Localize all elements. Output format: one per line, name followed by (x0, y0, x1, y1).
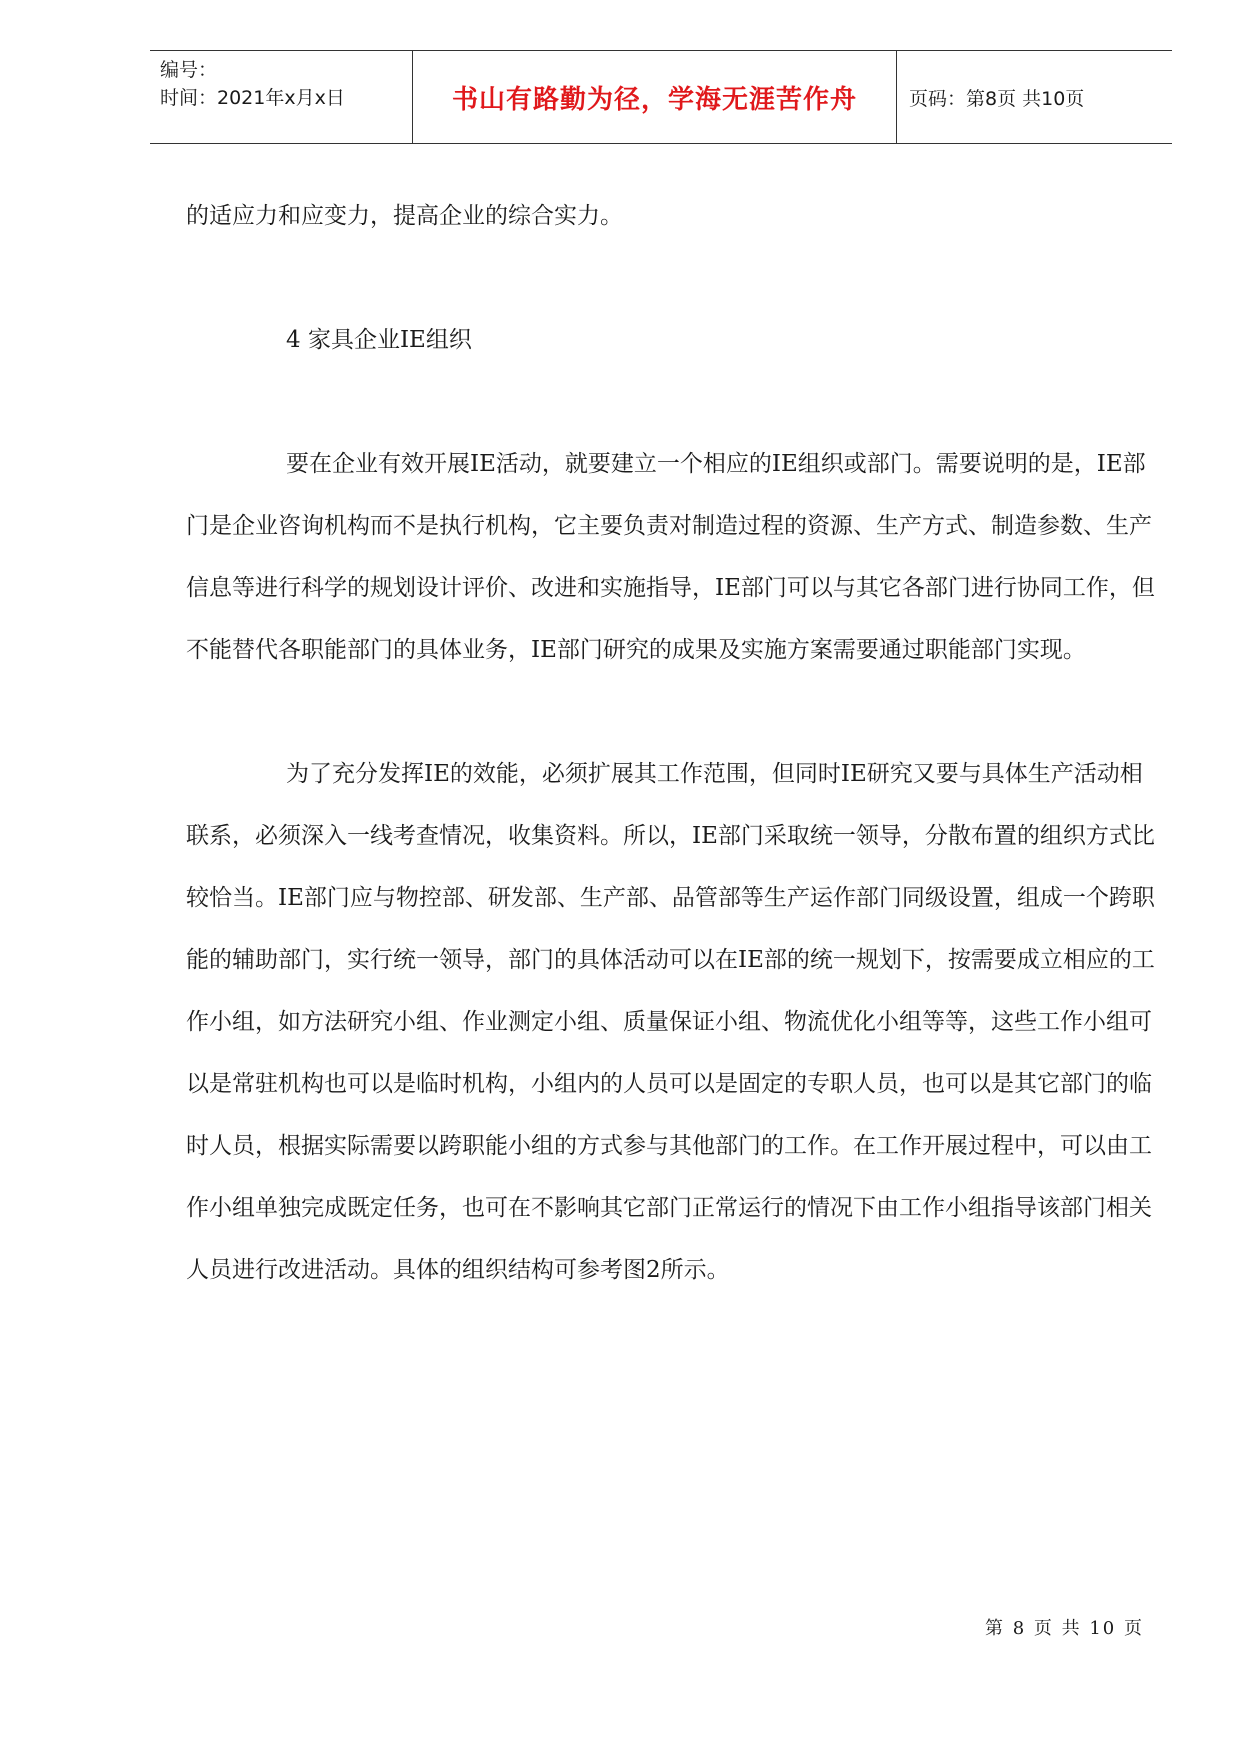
page-footer: 第 8 页 共 10 页 (985, 1618, 1144, 1639)
document-body (186, 185, 1156, 1301)
paragraph: 为了充分发挥IE的效能，必须扩展其工作范围，但同时IE研究又要与具体生产活动相联系，必须深入一线考查情况，收集资料。所以，IE部门采取统一领导，分散布置的组织方式比较恰当。IE部门应与物控部、研发部、生产部、品管部等生产运作部门同级设置，组成一个跨职能的辅助部门，实行统一领导，部门的具体活动可以在IE部的统一规划下，按需要成立相应的工作小组，如方法研究小组、作业测定小组、质量保证小组、物流优化小组等等，这些工作小组可以是常驻机构也可以是临时机构，小组内的人员可以是固定的专职人员，也可以是其它部门的临时人员，根据实际需要以跨职能小组的方式参与其他部门的工作。在工作开展过程中，可以由工作小组单独完成既定任务，也可在不影响其它部门正常运行的情况下由工作小组指导该部门相关人员进行改进活动。具体的组织结构可参考图2所示。 (186, 761, 1155, 1283)
motto: 书山有路勤为径，学海无涯苦作舟 (413, 51, 897, 143)
serial-number-label: 编号： (160, 59, 218, 81)
header-meta (150, 51, 413, 143)
header-page-number: 页码：第8页 共10页 (909, 87, 1085, 110)
date-label: 时间：2021年x月x日 (160, 87, 345, 109)
paragraph-continuation: 的适应力和应变力，提高企业的综合实力。 (186, 203, 623, 229)
page-header (150, 50, 1172, 144)
paragraph: 要在企业有效开展IE活动，就要建立一个相应的IE组织或部门。需要说明的是，IE部门是企业咨询机构而不是执行机构，它主要负责对制造过程的资源、生产方式、制造参数、生产信息等进行科学的规划设计评价、改进和实施指导，IE部门可以与其它各部门进行协同工作，但不能替代各职能部门的具体业务，IE部门研究的成果及实施方案需要通过职能部门实现。 (186, 451, 1155, 663)
section-heading: 4 家具企业IE组织 (286, 327, 472, 353)
